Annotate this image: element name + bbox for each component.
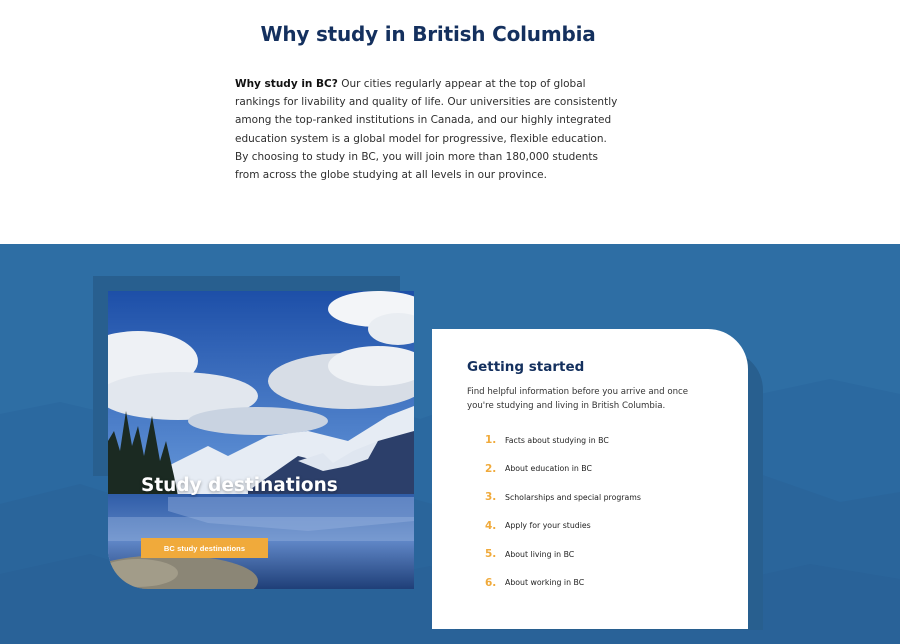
step-item[interactable] [485,426,641,455]
step-number: 6. [485,576,497,589]
step-item[interactable] [485,455,641,484]
step-item[interactable] [485,483,641,512]
destinations-title: Study destinations [141,475,338,496]
step-link[interactable]: About education in BC [505,464,592,474]
intro-body: Our cities regularly appear at the top of global rankings for livability and quality of life. Our universities are consistently among the top-ranked institutions in Canada, and our highly integrated education system is a global model for progressive, flexible education. By choosing to study in BC, you will join more than 180,000 students from across the globe studying at all levels in our province. [235,78,618,182]
step-number: 3. [485,491,497,504]
step-item[interactable] [485,569,641,598]
step-link[interactable]: About working in BC [505,578,585,588]
intro-text [235,75,620,184]
step-number: 1. [485,434,497,447]
step-number: 2. [485,462,497,475]
study-destinations-card[interactable] [108,291,414,589]
step-link[interactable]: Scholarships and special programs [505,492,641,502]
intro-section [0,0,900,244]
step-item[interactable] [485,540,641,569]
getting-started-description: Find helpful information before you arrive and once you're studying and living in British Columbia. [467,387,689,411]
step-item[interactable] [485,512,641,541]
bc-study-destinations-button[interactable]: BC study destinations [141,538,268,558]
step-link[interactable]: Apply for your studies [505,521,591,531]
step-number: 5. [485,548,497,561]
getting-started-section [0,244,900,644]
step-link[interactable]: About living in BC [505,549,575,559]
intro-title: Why study in British Columbia [260,22,596,46]
steps-list [485,426,641,597]
getting-started-card [432,329,748,629]
intro-lead: Why study in BC? [235,78,338,90]
getting-started-title: Getting started [467,359,585,375]
step-link[interactable]: Facts about studying in BC [505,435,609,445]
step-number: 4. [485,519,497,532]
